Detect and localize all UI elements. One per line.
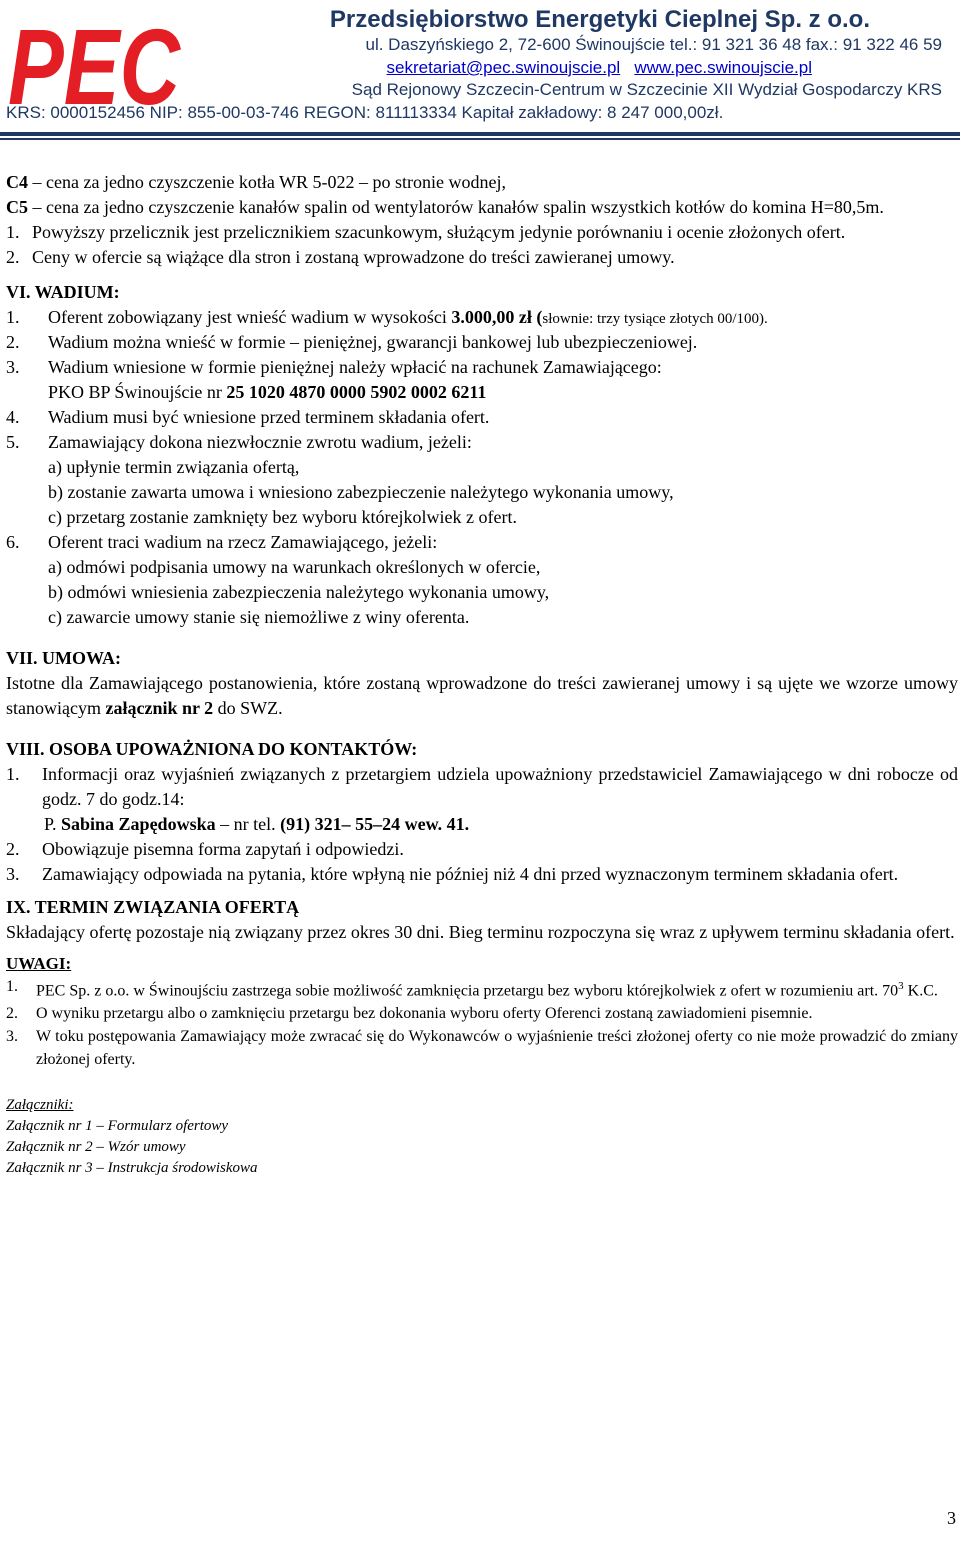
registry-numbers: KRS: 0000152456 NIP: 855-00-03-746 REGON: 811113334 Kapitał zakładowy: 8 247 000,00zł.: [6, 103, 724, 122]
email-link[interactable]: sekretariat@pec.swinoujscie.pl: [386, 58, 621, 77]
page-number: 3: [947, 1508, 956, 1528]
attachments-title: Załączniki:: [6, 1097, 74, 1114]
wadium-item-2: 2. Wadium można wnieść w formie – pieniężnej, gwarancji bankowej lub ubezpieczeniowej.: [6, 332, 698, 352]
note-2: 2. O wyniku przetargu albo o zamknięciu przetargu bez dokonania wyboru oferty Oferenci zostaną zawiadomieni pisemnie.: [6, 1005, 813, 1023]
company-name: Przedsiębiorstwo Energetyki Cieplnej Sp. z o.o.: [329, 6, 870, 33]
document-body: [6, 170, 958, 1179]
attachment-item: Załącznik nr 2 – Wzór umowy: [6, 1139, 186, 1156]
intro-note-2: 2. Ceny w ofercie są wiążące dla stron i zostaną wprowadzone do treści zawieranej umowy.: [6, 247, 675, 267]
website-link[interactable]: www.pec.swinoujscie.pl: [634, 58, 812, 77]
header-divider-thin: [0, 138, 960, 140]
wadium-item-3: 3. Wadium wniesione w formie pieniężnej należy wpłacić na rachunek Zamawiającego: PKO BP Świnoujście nr 25 1020 4870 0000 5902 0002 6211: [6, 357, 662, 402]
section-8-title: VIII. OSOBA UPOWAŻNIONA DO KONTAKTÓW:: [6, 739, 418, 759]
note-1: 1. PEC Sp. z o.o. w Świnoujściu zastrzega sobie możliwość zamknięcia przetargu bez wyboru którejkolwiek z ofert w rozumieniu art. $70^3$ K.C.: [6, 978, 938, 1000]
contact-links: [387, 58, 812, 78]
letterhead: [0, 0, 960, 140]
wadium-item-6: 6. Oferent traci wadium na rzecz Zamawiającego, jeżeli: a) odmówi podpisania umowy na warunkach określonych w ofercie, b) odmówi wniesienia zabezpieczenia należytego wykonania umowy, c) zawarcie umowy stanie się niemożliwe z winy oferenta.: [6, 532, 550, 627]
company-address: ul. Daszyńskiego 2, 72-600 Świnoujście tel.: 91 321 36 48 fax.: 91 322 46 59: [365, 35, 942, 54]
intro-note-1: 1. Powyższy przelicznik jest przelicznikiem szacunkowym, służącym jedynie porównaniu i ocenie złożonych ofert.: [6, 222, 846, 242]
contact-item-2: 2. Obowiązuje pisemna forma zapytań i odpowiedzi.: [6, 839, 404, 859]
price-c4: C4 – cena za jedno czyszczenie kotła WR 5-022 – po stronie wodnej,: [6, 172, 507, 192]
contact-item-1: 1. Informacji oraz wyjaśnień związanych z przetargiem udziela upoważniony przedstawiciel Zamawiającego w dni robocze od godz. 7 do godz.14: P. Sabina Zapędowska – nr tel. (91) 321– 55–24 wew. 41.: [6, 764, 958, 834]
header-divider: [0, 132, 960, 136]
notes-title: UWAGI:: [6, 954, 72, 973]
section-9-text: Składający ofertę pozostaje nią związany przez okres 30 dni. Bieg terminu rozpoczyna się wraz z upływem terminu składania ofert.: [6, 922, 955, 942]
wadium-item-4: 4. Wadium musi być wniesione przed terminem składania ofert.: [6, 407, 490, 427]
price-c5: C5 – cena za jedno czyszczenie kanałów spalin od wentylatorów kanałów spalin wszystkich kotłów do komina H=80,5m.: [6, 197, 884, 217]
section-7-title: VII. UMOWA:: [6, 648, 121, 668]
section-7-text: Istotne dla Zamawiającego postanowienia, które zostaną wprowadzone do treści zawieranej umowy i są ujęte we wzorze umowy stanowiącym załącznik nr 2 do SWZ.: [6, 673, 958, 718]
wadium-item-1: 1. Oferent zobowiązany jest wnieść wadium w wysokości 3.000,00 zł (słownie: trzy tysiące złotych 00/100).: [6, 307, 768, 327]
wadium-item-5: 5. Zamawiający dokona niezwłocznie zwrotu wadium, jeżeli: a) upłynie termin związania ofertą, b) zostanie zawarta umowa i wniesiono zabezpieczenie należytego wykonania umowy, c) przetarg zostanie zamknięty bez wyboru którejkolwiek z ofert.: [6, 432, 674, 527]
attachment-item: Załącznik nr 1 – Formularz ofertowy: [6, 1118, 229, 1135]
note-3: 3. W toku postępowania Zamawiający może zwracać się do Wykonawców o wyjaśnienie treści złożonej oferty co nie może prowadzić do zmiany złożonej oferty.: [6, 1028, 958, 1069]
attachment-item: Załącznik nr 3 – Instrukcja środowiskowa: [6, 1160, 258, 1177]
pec-logo: [6, 4, 182, 116]
section-6-title: VI. WADIUM:: [6, 282, 120, 302]
court-registration: Sąd Rejonowy Szczecin-Centrum w Szczecinie XII Wydział Gospodarczy KRS: [351, 80, 942, 99]
pec-logo-text: PEC: [8, 6, 182, 116]
contact-item-3: 3. Zamawiający odpowiada na pytania, które wpłyną nie później niż 4 dni przed wyznaczonym terminem składania ofert.: [6, 864, 899, 884]
section-9-title: IX. TERMIN ZWIĄZANIA OFERTĄ: [6, 897, 300, 917]
